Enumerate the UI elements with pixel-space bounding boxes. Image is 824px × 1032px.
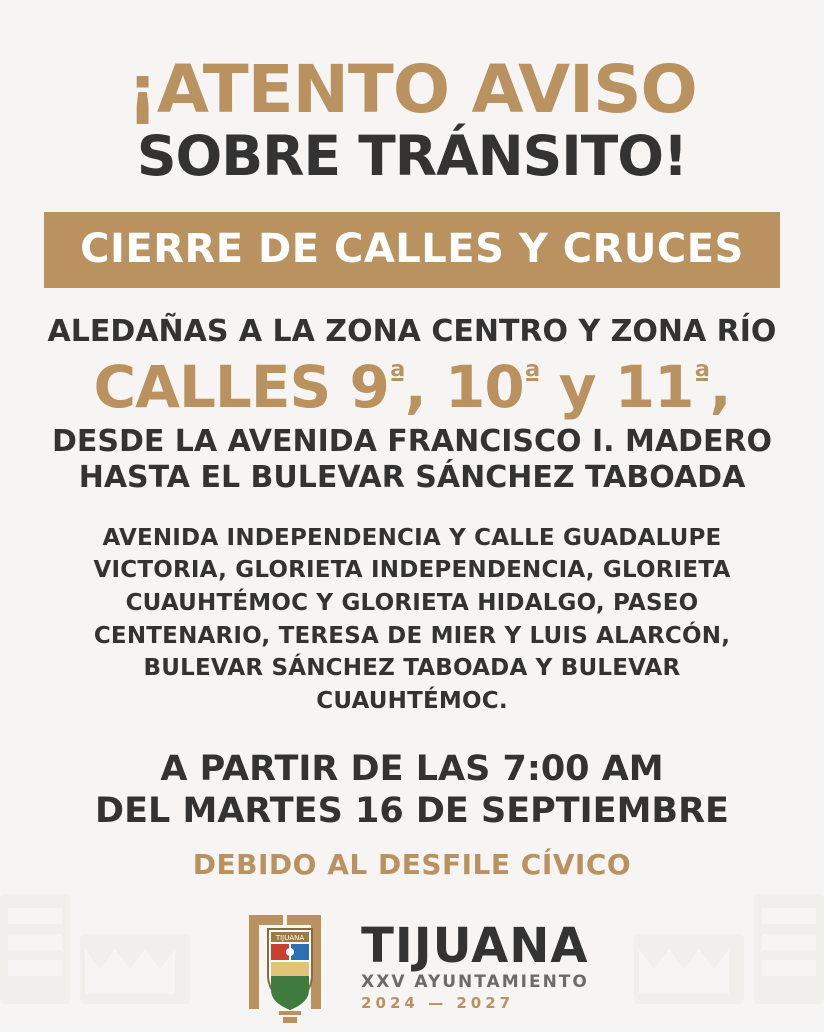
streets-heading — [30, 352, 794, 421]
streets-ordinal-1: ª — [388, 359, 405, 395]
streets-join: y 11 — [539, 352, 694, 421]
streets-prefix: CALLES 9 — [93, 352, 389, 421]
city-term-years: 2024 — 2027 — [361, 994, 515, 1012]
streets-suffix: , — [709, 352, 731, 421]
streets-ordinal-2: ª — [523, 359, 540, 395]
svg-text:TIJUANA: TIJUANA — [275, 933, 305, 942]
time-line-2: DEL MARTES 16 DE SEPTIEMBRE — [95, 790, 729, 831]
range-block — [30, 424, 794, 496]
poster-title-line1: ¡ATENTO AVISO — [127, 51, 697, 128]
city-wordmark — [361, 918, 589, 1012]
city-logo — [30, 907, 794, 1027]
streets-ordinal-3: ª — [693, 359, 710, 395]
range-line-1: DESDE LA AVENIDA FRANCISCO I. MADERO — [51, 423, 773, 459]
closure-band: CIERRE DE CALLES Y CRUCES — [44, 212, 780, 288]
streets-mid: , 10 — [404, 352, 524, 421]
city-name: TIJUANA — [361, 918, 589, 974]
city-subtitle: XXV AYUNTAMIENTO — [361, 972, 589, 992]
zone-subheading: ALEDAÑAS A LA ZONA CENTRO Y ZONA RÍO — [47, 313, 777, 349]
time-line-1: A PARTIR DE LAS 7:00 AM — [160, 748, 664, 789]
time-block — [30, 748, 794, 832]
tijuana-crest-icon — [235, 907, 345, 1027]
reason-text: DEBIDO AL DESFILE CÍVICO — [192, 847, 632, 881]
range-line-2: HASTA EL BULEVAR SÁNCHEZ TABOADA — [78, 459, 746, 495]
affected-streets-detail: AVENIDA INDEPENDENCIA Y CALLE GUADALUPE VICTORIA, GLORIETA INDEPENDENCIA, GLORIETA CUAUHTÉMOC Y GLORIETA HIDALGO, PASEO CENTENARIO, TERESA DE MIER Y LUIS ALARCÓN, BULEVAR SÁNCHEZ TABOADA Y BULEVAR CUAUHTÉMOC. — [93, 524, 731, 714]
poster-title-line2: SOBRE TRÁNSITO! — [136, 123, 688, 188]
